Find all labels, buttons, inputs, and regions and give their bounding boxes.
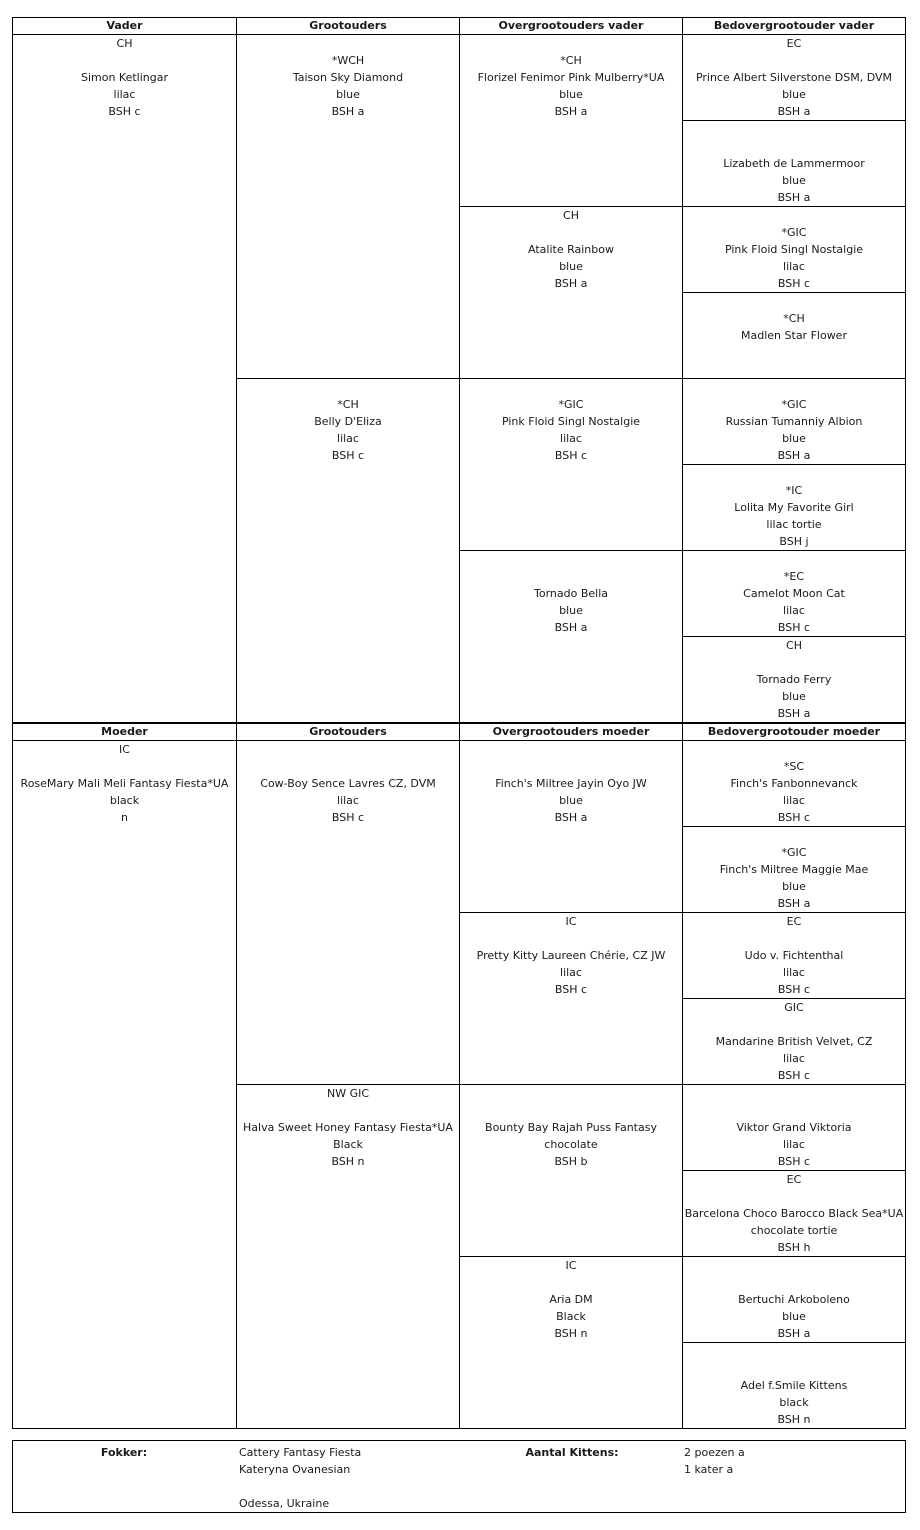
cat-info-line — [683, 1274, 905, 1291]
cat-info-line: IC — [119, 743, 130, 756]
cat-info-line — [13, 758, 236, 775]
cat-info-line — [237, 35, 459, 52]
cat-info-line: BSH a — [777, 1327, 811, 1340]
cat-info-line: NW GIC — [326, 1087, 370, 1100]
cat-info-line: GIC — [784, 1001, 804, 1014]
cat-info-line: lilac — [337, 432, 359, 445]
cat-info-line: Black — [333, 1138, 363, 1151]
great-grandparent-cell — [459, 912, 683, 1085]
great-great-grandparent-cell — [682, 378, 906, 465]
cat-info-line — [683, 1343, 905, 1360]
cat-info-line: Florizel Fenimor Pink Mulberry*UA — [477, 71, 665, 84]
cat-info-line: Bertuchi Arkoboleno — [738, 1293, 850, 1306]
cat-info-line: lilac — [783, 1052, 805, 1065]
cat-info-line — [237, 758, 459, 775]
great-great-grandparent-cell — [682, 120, 906, 207]
column-header: Vader — [12, 17, 237, 35]
great-grandparent-cell — [459, 1256, 683, 1429]
cat-info-line: Madlen Star Flower — [741, 329, 847, 342]
cat-info-line — [13, 52, 236, 69]
column-header: Overgrootouders moeder — [459, 723, 683, 741]
great-great-grandparent-cell — [682, 1084, 906, 1171]
cat-info-line: lilac — [783, 1138, 805, 1151]
kittens-info — [684, 1444, 904, 1478]
cat-info-line: BSH a — [554, 811, 588, 824]
cat-info-line — [683, 52, 905, 69]
cat-info-line: lilac — [783, 794, 805, 807]
grandparent-cell — [236, 378, 460, 723]
cat-info-line: BSH a — [554, 621, 588, 634]
cat-info-line: *GIC — [781, 846, 807, 859]
cat-info-line — [683, 827, 905, 844]
cat-info-line: Halva Sweet Honey Fantasy Fiesta*UA — [243, 1121, 453, 1134]
cat-info-line: Adel f.Smile Kittens — [740, 1379, 848, 1392]
cat-info-line: RoseMary Mali Meli Fantasy Fiesta*UA — [20, 777, 229, 790]
cat-info-line: Tornado Bella — [534, 587, 608, 600]
cat-info-line: Pink Floid Singl Nostalgie — [501, 415, 641, 428]
cat-info-line — [683, 138, 905, 155]
cat-info-line: *CH — [560, 54, 582, 67]
breeder-line: Odessa, Ukraine — [239, 1497, 330, 1510]
cat-info-line: BSH c — [554, 449, 588, 462]
cat-info-line: Atalite Rainbow — [528, 243, 614, 256]
cat-info-line: *GIC — [781, 398, 807, 411]
cat-info-line: n — [121, 811, 128, 824]
great-grandparent-cell — [459, 1084, 683, 1257]
cat-info-line: *GIC — [558, 398, 584, 411]
great-great-grandparent-cell — [682, 1342, 906, 1429]
cat-info-line — [683, 465, 905, 482]
cat-info-line: BSH a — [331, 105, 365, 118]
great-great-grandparent-cell — [682, 292, 906, 379]
cat-info-line: BSH n — [777, 1413, 811, 1426]
cat-info-line — [460, 1274, 682, 1291]
cat-info-line: blue — [782, 432, 806, 445]
cat-info-line: BSH c — [554, 983, 588, 996]
cat-info-line: Udo v. Fichtenthal — [744, 949, 844, 962]
cat-info-line: EC — [786, 915, 802, 928]
great-great-grandparent-cell — [682, 464, 906, 551]
cat-info-line — [683, 293, 905, 310]
breeder-line: Kateryna Ovanesian — [239, 1463, 351, 1476]
cat-info-line — [460, 930, 682, 947]
cat-info-line: blue — [782, 690, 806, 703]
cat-info-line: BSH a — [777, 105, 811, 118]
cat-info-line: blue — [782, 88, 806, 101]
cat-info-line — [237, 379, 459, 396]
cat-info-line — [683, 654, 905, 671]
column-header: Bedovergrootouder vader — [682, 17, 906, 35]
cat-info-line: Russian Tumanniy Albion — [725, 415, 863, 428]
parent-cell — [12, 34, 237, 723]
cat-info-line: *CH — [337, 398, 359, 411]
cat-info-line — [237, 1102, 459, 1119]
cat-info-line: BSH c — [108, 105, 141, 118]
cat-info-line: lilac — [783, 260, 805, 273]
cat-info-line: lilac — [337, 794, 359, 807]
cat-info-line: Finch's Fanbonnevanck — [730, 777, 858, 790]
great-grandparent-cell — [459, 550, 683, 723]
cat-info-line: blue — [559, 260, 583, 273]
cat-info-line — [460, 224, 682, 241]
cat-info-line: *IC — [785, 484, 803, 497]
cat-info-line: *EC — [783, 570, 805, 583]
cat-info-line: BSH n — [554, 1327, 588, 1340]
cat-info-line — [237, 741, 459, 758]
cat-info-line: *GIC — [781, 226, 807, 239]
cat-info-line: black — [779, 1396, 809, 1409]
cat-info-line: black — [109, 794, 140, 807]
cat-info-line: BSH a — [777, 191, 811, 204]
cat-info-line: BSH c — [331, 449, 365, 462]
cat-info-line: blue — [782, 1310, 806, 1323]
column-header: Moeder — [12, 723, 237, 741]
cat-info-line: BSH c — [331, 811, 365, 824]
great-great-grandparent-cell — [682, 998, 906, 1085]
cat-info-line: BSH j — [779, 535, 809, 548]
cat-info-line — [460, 568, 682, 585]
cat-info-line: Barcelona Choco Barocco Black Sea*UA — [684, 1207, 904, 1220]
great-grandparent-cell — [459, 378, 683, 551]
great-grandparent-cell — [459, 206, 683, 379]
cat-info-line: lilac — [783, 604, 805, 617]
cat-info-line: lilac — [113, 88, 136, 101]
cat-info-line — [460, 379, 682, 396]
great-great-grandparent-cell — [682, 1256, 906, 1343]
cat-info-line: *CH — [783, 312, 805, 325]
cat-info-line — [683, 1188, 905, 1205]
cat-info-line: BSH c — [777, 1069, 811, 1082]
cat-info-line: BSH a — [554, 277, 588, 290]
cat-info-line: Aria DM — [549, 1293, 593, 1306]
column-header: Grootouders — [236, 723, 460, 741]
cat-info-line — [683, 551, 905, 568]
cat-info-line: BSH h — [777, 1241, 811, 1254]
cat-info-line: Viktor Grand Viktoria — [736, 1121, 852, 1134]
column-header: Overgrootouders vader — [459, 17, 683, 35]
breeder-line: Cattery Fantasy Fiesta — [239, 1446, 362, 1459]
cat-info-line — [460, 741, 682, 758]
breeder-line — [239, 1478, 499, 1495]
great-great-grandparent-cell — [682, 636, 906, 723]
cat-info-line: Lizabeth de Lammermoor — [723, 157, 865, 170]
cat-info-line: blue — [336, 88, 360, 101]
cat-info-line: Pretty Kitty Laureen Chérie, CZ JW — [476, 949, 666, 962]
breeder-info — [239, 1444, 499, 1512]
cat-info-line — [683, 379, 905, 396]
cat-info-line: blue — [559, 604, 583, 617]
cat-info-line — [460, 1085, 682, 1102]
cat-info-line — [460, 758, 682, 775]
cat-info-line — [460, 1102, 682, 1119]
cat-info-line: BSH n — [331, 1155, 365, 1168]
grandparent-cell — [236, 34, 460, 379]
cat-info-line: EC — [786, 1173, 802, 1186]
great-grandparent-cell — [459, 740, 683, 913]
cat-info-line: Lolita My Favorite Girl — [734, 501, 854, 514]
cat-info-line: *WCH — [331, 54, 365, 67]
great-great-grandparent-cell — [682, 34, 906, 121]
cat-info-line — [683, 207, 905, 224]
cat-info-line: Bounty Bay Rajah Puss Fantasy — [485, 1121, 657, 1134]
cat-info-line: lilac — [560, 966, 582, 979]
cat-info-line: BSH a — [777, 707, 811, 720]
cat-info-line: blue — [559, 794, 583, 807]
kittens-line: 2 poezen a — [684, 1446, 745, 1459]
cat-info-line: Simon Ketlingar — [80, 71, 169, 84]
cat-info-line: BSH c — [777, 983, 811, 996]
grandparent-cell — [236, 1084, 460, 1429]
great-great-grandparent-cell — [682, 1170, 906, 1257]
cat-info-line: Cow-Boy Sence Lavres CZ, DVM — [260, 777, 436, 790]
cat-info-line — [683, 1257, 905, 1274]
great-great-grandparent-cell — [682, 550, 906, 637]
cat-info-line: CH — [786, 639, 802, 652]
cat-info-line — [683, 1016, 905, 1033]
great-great-grandparent-cell — [682, 826, 906, 913]
cat-info-line — [460, 35, 682, 52]
cat-info-line: Taison Sky Diamond — [292, 71, 404, 84]
cat-info-line: Prince Albert Silverstone DSM, DVM — [695, 71, 893, 84]
cat-info-line — [683, 1085, 905, 1102]
cat-info-line — [683, 1102, 905, 1119]
column-header: Grootouders — [236, 17, 460, 35]
kittens-label: Aantal Kittens: — [525, 1446, 619, 1459]
cat-info-line: Black — [556, 1310, 586, 1323]
cat-info-line: lilac — [560, 432, 582, 445]
cat-info-line — [460, 551, 682, 568]
cat-info-line: Tornado Ferry — [756, 673, 832, 686]
cat-info-line: Mandarine British Velvet, CZ — [715, 1035, 873, 1048]
cat-info-line: blue — [559, 88, 583, 101]
great-great-grandparent-cell — [682, 206, 906, 293]
grandparent-cell — [236, 740, 460, 1085]
breeder-footer — [12, 1440, 906, 1513]
great-great-grandparent-cell — [682, 740, 906, 827]
cat-info-line: CH — [116, 37, 133, 50]
cat-info-line: blue — [782, 174, 806, 187]
cat-info-line: blue — [782, 880, 806, 893]
breeder-label: Fokker: — [100, 1446, 148, 1459]
cat-info-line: IC — [565, 915, 577, 928]
great-grandparent-cell — [459, 34, 683, 207]
cat-info-line: IC — [565, 1259, 577, 1272]
column-header: Bedovergrootouder moeder — [682, 723, 906, 741]
cat-info-line: lilac — [783, 966, 805, 979]
cat-info-line: BSH a — [554, 105, 588, 118]
cat-info-line: Camelot Moon Cat — [743, 587, 845, 600]
cat-info-line — [683, 1360, 905, 1377]
cat-info-line: Finch's Miltree Jayin Oyo JW — [495, 777, 647, 790]
cat-info-line: EC — [786, 37, 802, 50]
cat-info-line: CH — [563, 209, 579, 222]
cat-info-line — [683, 741, 905, 758]
cat-info-line: BSH a — [777, 449, 811, 462]
cat-info-line: Finch's Miltree Maggie Mae — [719, 863, 869, 876]
cat-info-line: chocolate tortie — [750, 1224, 838, 1237]
cat-info-line — [683, 930, 905, 947]
cat-info-line: BSH c — [777, 277, 811, 290]
cat-info-line: BSH c — [777, 621, 811, 634]
great-great-grandparent-cell — [682, 912, 906, 999]
cat-info-line: chocolate — [544, 1138, 598, 1151]
cat-info-line: Belly D'Eliza — [314, 415, 382, 428]
cat-info-line: BSH b — [554, 1155, 588, 1168]
kittens-line: 1 kater a — [684, 1463, 734, 1476]
cat-info-line: BSH a — [777, 897, 811, 910]
cat-info-line: *SC — [783, 760, 805, 773]
parent-cell — [12, 740, 237, 1429]
cat-info-line: lilac tortie — [766, 518, 822, 531]
cat-info-line: BSH c — [777, 1155, 811, 1168]
cat-info-line: BSH c — [777, 811, 811, 824]
cat-info-line — [683, 121, 905, 138]
cat-info-line: Pink Floid Singl Nostalgie — [724, 243, 864, 256]
